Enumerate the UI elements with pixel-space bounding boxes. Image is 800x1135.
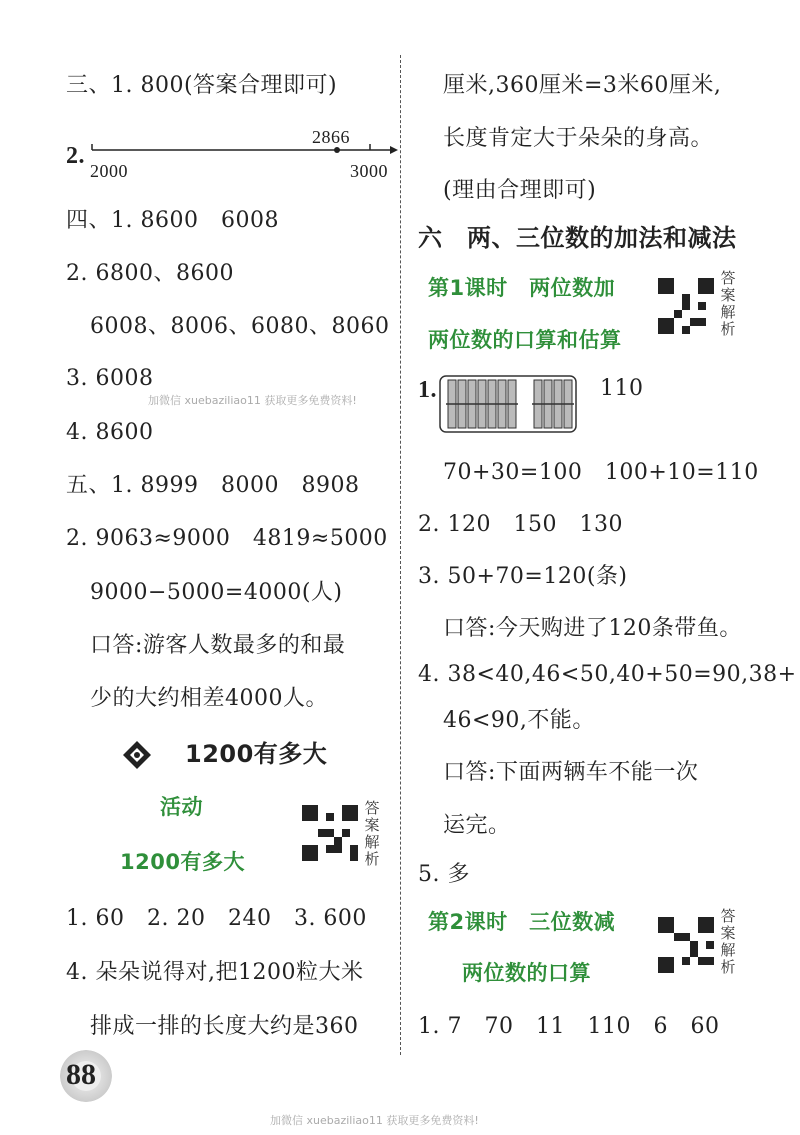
answer-line: 3. 50+70=120(条) [418, 564, 628, 589]
lesson-heading: 两位数的口算和估算 [428, 328, 622, 352]
watermark-text: 加微信 xuebaziliao11 获取更多免费资料! [270, 1114, 479, 1127]
answer-line: 四、1. 8600 6008 [66, 208, 279, 233]
answer-line: 排成一排的长度大约是360 [90, 1014, 359, 1039]
answer-line: 9000−5000=4000(人) [90, 580, 343, 605]
answer-line: 少的大约相差4000人。 [90, 686, 328, 711]
answer-line: 口答:下面两辆车不能一次 [443, 760, 699, 785]
answer-line: 2. 120 150 130 [418, 512, 623, 537]
qr-code-icon[interactable] [658, 278, 714, 334]
qr-label: 答案解析 [364, 799, 380, 868]
activity-subheading: 1200有多大 [120, 850, 245, 874]
lesson-heading: 两位数的口算 [462, 961, 591, 985]
answer-line: 1. 60 2. 20 240 3. 600 [66, 906, 367, 931]
number-line [66, 122, 396, 182]
column-divider [400, 55, 401, 1055]
answer-line: 1. 7 70 11 110 6 60 [418, 1014, 720, 1039]
answer-line: 6008、8006、6080、8060 [90, 314, 390, 339]
answer-line: 三、1. 800(答案合理即可) [66, 73, 338, 98]
numline-end-label: 3000 [350, 161, 388, 181]
section-title: 1200有多大 [185, 740, 328, 768]
answer-line: 3. 6008 [66, 366, 154, 391]
answer-line: 厘米,360厘米=3米60厘米, [443, 73, 722, 98]
answer-line: (理由合理即可) [443, 178, 597, 203]
section-diamond-icon [122, 740, 152, 770]
qr-code-icon[interactable] [302, 805, 358, 861]
answer-line: 4. 38<40,46<50,40+50=90,38+ [418, 662, 797, 687]
qr-code-icon[interactable] [658, 917, 714, 973]
answer-line: 2. 9063≈9000 4819≈5000 [66, 526, 388, 551]
lesson-heading: 第2课时 三位数减 [428, 910, 616, 934]
chapter-title: 六 两、三位数的加法和减法 [418, 224, 737, 252]
numline-prefix: 2. [66, 143, 85, 169]
answer-line: 2. 6800、8600 [66, 261, 234, 286]
answer-line: 70+30=100 100+10=110 [443, 460, 759, 485]
answer-line: 长度肯定大于朵朵的身高。 [443, 126, 714, 151]
activity-heading: 活动 [160, 795, 203, 819]
answer-line: 口答:游客人数最多的和最 [90, 633, 346, 658]
answer-line: 口答:今天购进了120条带鱼。 [443, 616, 742, 641]
watermark-text: 加微信 xuebaziliao11 获取更多免费资料! [148, 394, 357, 407]
answer-line: 46<90,不能。 [443, 708, 595, 733]
answer-line: 4. 8600 [66, 420, 154, 445]
numline-point-label: 2866 [312, 127, 350, 147]
bundled-sticks-image [438, 372, 580, 436]
lesson-heading: 第1课时 两位数加 [428, 276, 616, 300]
number-line-axis [88, 140, 400, 160]
answer-line: 运完。 [443, 813, 511, 838]
qr-label: 答案解析 [720, 269, 736, 338]
qr-label: 答案解析 [720, 907, 736, 976]
question-number: 1. [418, 377, 437, 403]
numline-start-label: 2000 [90, 161, 128, 181]
answer-value: 110 [600, 376, 644, 401]
answer-line: 4. 朵朵说得对,把1200粒大米 [66, 960, 364, 985]
page-number: 88 [66, 1058, 96, 1091]
answer-line: 五、1. 8999 8000 8908 [66, 473, 360, 498]
answer-line: 5. 多 [418, 862, 470, 887]
